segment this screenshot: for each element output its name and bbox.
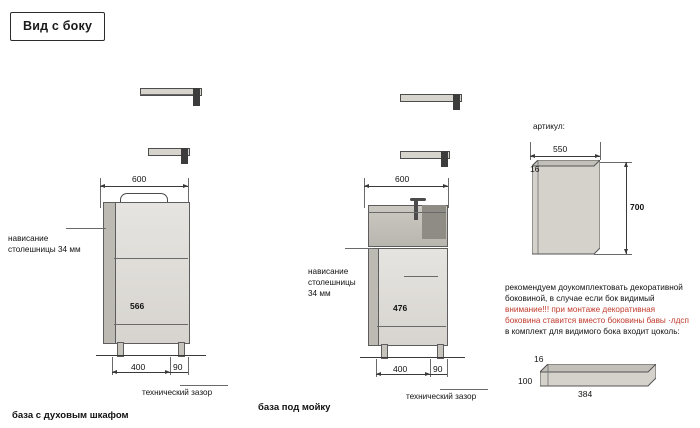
note-line-4: боковина ставится вместо боковины бавы ·лдсп: [505, 316, 689, 325]
mid-dim-400-arrow-right: [425, 372, 430, 376]
panel-dim-700-arrow-up: [624, 162, 628, 167]
mid-gap-dimension: 90: [433, 364, 443, 374]
mid-overhang-label-line2: столешницы: [308, 278, 356, 287]
mid-worktop-nose-upper: [453, 94, 460, 110]
mid-gap-leader: [440, 389, 488, 390]
tap-spout-horizontal: [410, 198, 426, 201]
mid-dim-600-line: [364, 186, 448, 187]
mid-cabinet-side: [368, 248, 379, 346]
left-worktop-nose-upper: [193, 88, 200, 106]
mid-dim-400-arrow-left: [376, 372, 381, 376]
plinth-part: [540, 364, 656, 392]
panel-width-dimension: 550: [553, 144, 568, 154]
panel-dim-550-arrow-left: [530, 154, 535, 158]
mid-cabinet-body: [368, 248, 448, 346]
sink-rim-line: [368, 212, 446, 213]
mid-plinth-dimension: 400: [393, 364, 408, 374]
left-plinth-dimension: 400: [131, 362, 146, 372]
left-cabinet-body: [103, 202, 190, 344]
left-overhang-label-line2: столешницы 34 мм: [8, 245, 81, 254]
left-dim-600-ext-left: [100, 178, 101, 208]
left-worktop-underline-upper: [140, 94, 193, 95]
tap-spout-vertical: [414, 198, 418, 220]
mid-cabinet-divider-1: [377, 326, 446, 327]
left-dim-400-arrow-left: [112, 370, 117, 374]
article-label: артикул:: [533, 122, 565, 131]
note-line-1: рекомендуем доукомплектовать декоративной: [505, 283, 683, 292]
plinth-part-svg: [540, 364, 656, 392]
left-dim-600-line: [100, 186, 188, 187]
mid-body-height-dimension: 476: [393, 303, 408, 313]
panel-dim-550-ext-right: [600, 142, 601, 160]
left-dim-90-line: [170, 372, 188, 373]
panel-thickness-dimension: 16: [530, 164, 540, 174]
mid-unit-caption: база под мойку: [258, 402, 331, 413]
note-line-5: в комплект для видимого бока входит цоколь:: [505, 327, 680, 336]
panel-dim-700-arrow-down: [624, 249, 628, 254]
left-body-height-dimension: 566: [130, 301, 145, 311]
mid-dim-600-ext-left: [364, 178, 365, 208]
left-worktop-nose-lower: [181, 148, 188, 164]
plinth-thickness-dimension: 16: [534, 354, 544, 364]
left-dim-400-line: [112, 372, 170, 373]
mid-dim-90-ext-right: [447, 359, 448, 377]
left-dim-600-arrow-right: [183, 184, 188, 188]
mid-worktop-nose-lower: [441, 151, 448, 167]
left-floor-line: [96, 355, 206, 356]
mid-dim-400-line: [376, 374, 430, 375]
mid-overhang-label-line1: нависание: [308, 267, 349, 276]
mid-dim-600-ext-right: [448, 178, 449, 208]
panel-dim-550-line: [530, 156, 600, 157]
left-dim-400-arrow-right: [165, 370, 170, 374]
decor-panel-svg: [532, 160, 600, 260]
mid-dim-90-line: [430, 374, 447, 375]
mid-overhang-leader: [345, 248, 373, 249]
note-line-3: внимание!!! при монтаже декоративная: [505, 305, 656, 314]
decor-panel: [532, 160, 600, 260]
mid-gap-label: технический зазор: [406, 392, 477, 401]
left-gap-dimension: 90: [173, 362, 183, 372]
plinth-height-dimension: 100: [518, 376, 533, 386]
left-gap-label: технический зазор: [142, 388, 213, 397]
left-gap-leader: [180, 385, 228, 386]
panel-dim-700-ext-bottom: [594, 254, 632, 255]
mid-floor-line: [360, 357, 465, 358]
left-cabinet-divider-2: [114, 324, 188, 325]
left-unit-caption: база с духовым шкафом: [12, 410, 129, 421]
panel-height-dimension: 700: [630, 202, 645, 212]
left-width-dimension: 600: [132, 174, 147, 184]
mid-width-dimension: 600: [395, 174, 410, 184]
page-title: Вид с боку: [10, 12, 105, 41]
left-overhang-leader: [66, 228, 106, 229]
left-cabinet-side: [103, 202, 116, 344]
mid-interior-leader: [404, 276, 438, 277]
left-cabinet-divider-1: [114, 258, 188, 259]
sink-counter-edge: [422, 205, 446, 239]
left-dim-90-ext-right: [188, 357, 189, 375]
left-overhang-label-line1: нависание: [8, 234, 49, 243]
mid-dim-600-arrow-right: [443, 184, 448, 188]
panel-dim-550-arrow-right: [595, 154, 600, 158]
mid-dim-600-arrow-left: [364, 184, 369, 188]
mid-overhang-label-line3: 34 мм: [308, 289, 331, 298]
note-line-2: боковиной, в случае если бок видимый: [505, 294, 655, 303]
plinth-length-dimension: 384: [578, 389, 593, 399]
left-dim-600-arrow-left: [100, 184, 105, 188]
panel-dim-700-line: [626, 162, 627, 254]
